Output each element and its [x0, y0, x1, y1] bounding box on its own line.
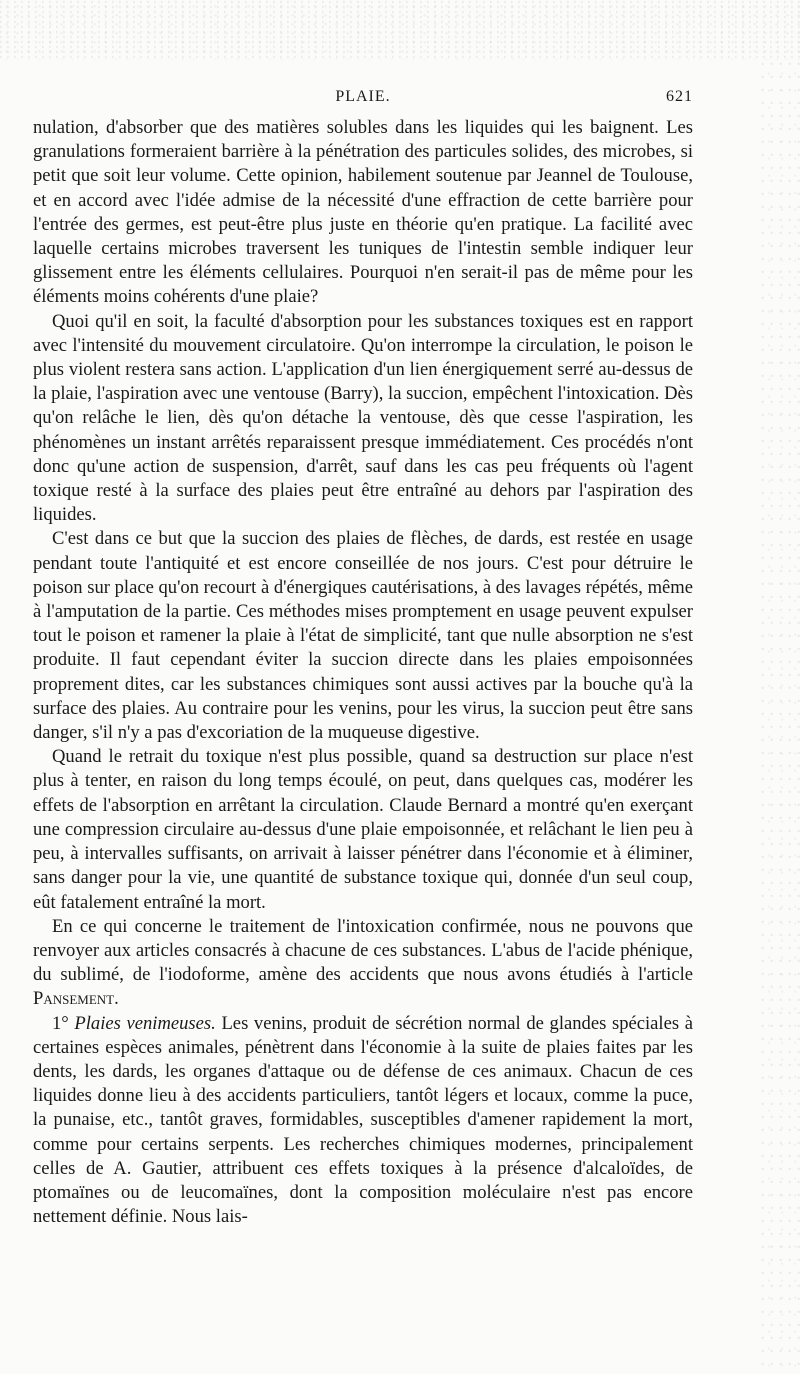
book-page [33, 88, 693, 1229]
running-header [33, 88, 693, 112]
section-paragraph [33, 1012, 693, 1230]
body-text [33, 116, 693, 1229]
paragraph-text-end: . [114, 988, 119, 1010]
paragraph-continued: nulation, d'absorber que des matières solubles dans les liquides qui les baignent. Les granulations formeraient barrière à la pénétration des particules solides, des microbes, si petit que soit leur volume. Cette opinion, habilement soutenue par Jeannel de Toulouse, et en accord avec l'idée admise de la nécessité d'une effraction de cette barrière pour l'entrée des germes, est peut-être plus juste en théorie qu'en pratique. La facilité avec laquelle certains microbes traversent les tuniques de l'intestin semble indiquer leur glissement entre les éléments cellulaires. Pourquoi n'en serait-il pas de même pour les éléments moins cohérents d'une plaie? [33, 117, 693, 308]
running-title: PLAIE. [335, 88, 391, 105]
page-number: 621 [666, 88, 693, 105]
scan-noise-right [760, 60, 800, 1374]
section-text: Les venins, produit de sécrétion normal de glandes spéciales à certaines espèces animales, pénètrent dans l'économie à la suite de plaies faites par les dents, les dards, les organes d'attaque ou de défense de ces animaux. Chacun de ces liquides donne lieu à des accidents particuliers, tantôt légers et locaux, comme la puce, la punaise, etc., tantôt graves, formidables, susceptibles d'amener rapidement la mort, comme pour certains serpents. Les recherches chimiques modernes, principalement celles de A. Gautier, attribuent ces effets toxiques à la présence d'alcaloïdes, de ptomaïnes ou de leucomaïnes, dont la composition moléculaire n'est pas encore nettement définie. Nous lais- [33, 1012, 693, 1228]
section-heading: Plaies venimeuses. [74, 1012, 216, 1034]
paragraph-text: En ce qui concerne le traitement de l'intoxication confirmée, nous ne pouvons que renvoyer aux articles consacrés à chacune de ces substances. L'abus de l'acide phénique, du sublimé, de l'iodoforme, amène des accidents que nous avons étudiés à l'article [33, 915, 693, 986]
paragraph: Quand le retrait du toxique n'est plus possible, quand sa destruction sur place n'est plus à tenter, en raison du long temps écoulé, on peut, dans quelques cas, modérer les effets de l'absorption en arrêtant la circulation. Claude Bernard a montré qu'en exerçant une compression circulaire au-dessus d'une plaie empoisonnée, et relâchant le lien peu à peu, à intervalles suffisants, on arrivait à laisser pénétrer dans l'économie et à éliminer, sans danger pour la vie, une quantité de substance toxique qui, donnée d'un seul coup, eût fatalement entraîné la mort. [33, 746, 693, 913]
cross-reference: Pansement [33, 988, 115, 1010]
scan-noise-top [0, 0, 800, 60]
paragraph: C'est dans ce but que la succion des plaies de flèches, de dards, est restée en usage pendant toute l'antiquité et est encore conseillée de nos jours. C'est pour détruire le poison sur place qu'on recourt à d'énergiques cautérisations, à des lavages répétés, même à l'amputation de la partie. Ces méthodes mises promptement en usage peuvent expulser tout le poison et ramener la plaie à l'état de simplicité, tant que nulle absorption ne s'est produite. Il faut cependant éviter la succion directe dans les plaies empoisonnées proprement dites, car les substances chimiques sont aussi actives par la bouche qu'à la surface des plaies. Au contraire pour les venins, pour les virus, la succion peut être sans danger, s'il n'y a pas d'excoriation de la muqueuse digestive. [33, 528, 694, 744]
section-number: 1° [52, 1012, 69, 1034]
paragraph [33, 915, 693, 1012]
paragraph: Quoi qu'il en soit, la faculté d'absorption pour les substances toxiques est en rapport avec l'intensité du mouvement circulatoire. Qu'on interrompe la circulation, le poison le plus violent restera sans action. L'application d'un lien énergiquement serré au-dessus de la plaie, l'aspiration avec une ventouse (Barry), la succion, empêchent l'intoxication. Dès qu'on relâche le lien, dès qu'on détache la ventouse, dès que cesse l'aspiration, les phénomènes un instant arrêtés reparaissent presque immédiatement. Ces procédés n'ont donc qu'une action de suspension, d'arrêt, sauf dans les cas peu fréquents où l'agent toxique resté à la surface des plaies peut être entraîné au dehors par l'aspiration des liquides. [33, 310, 693, 526]
